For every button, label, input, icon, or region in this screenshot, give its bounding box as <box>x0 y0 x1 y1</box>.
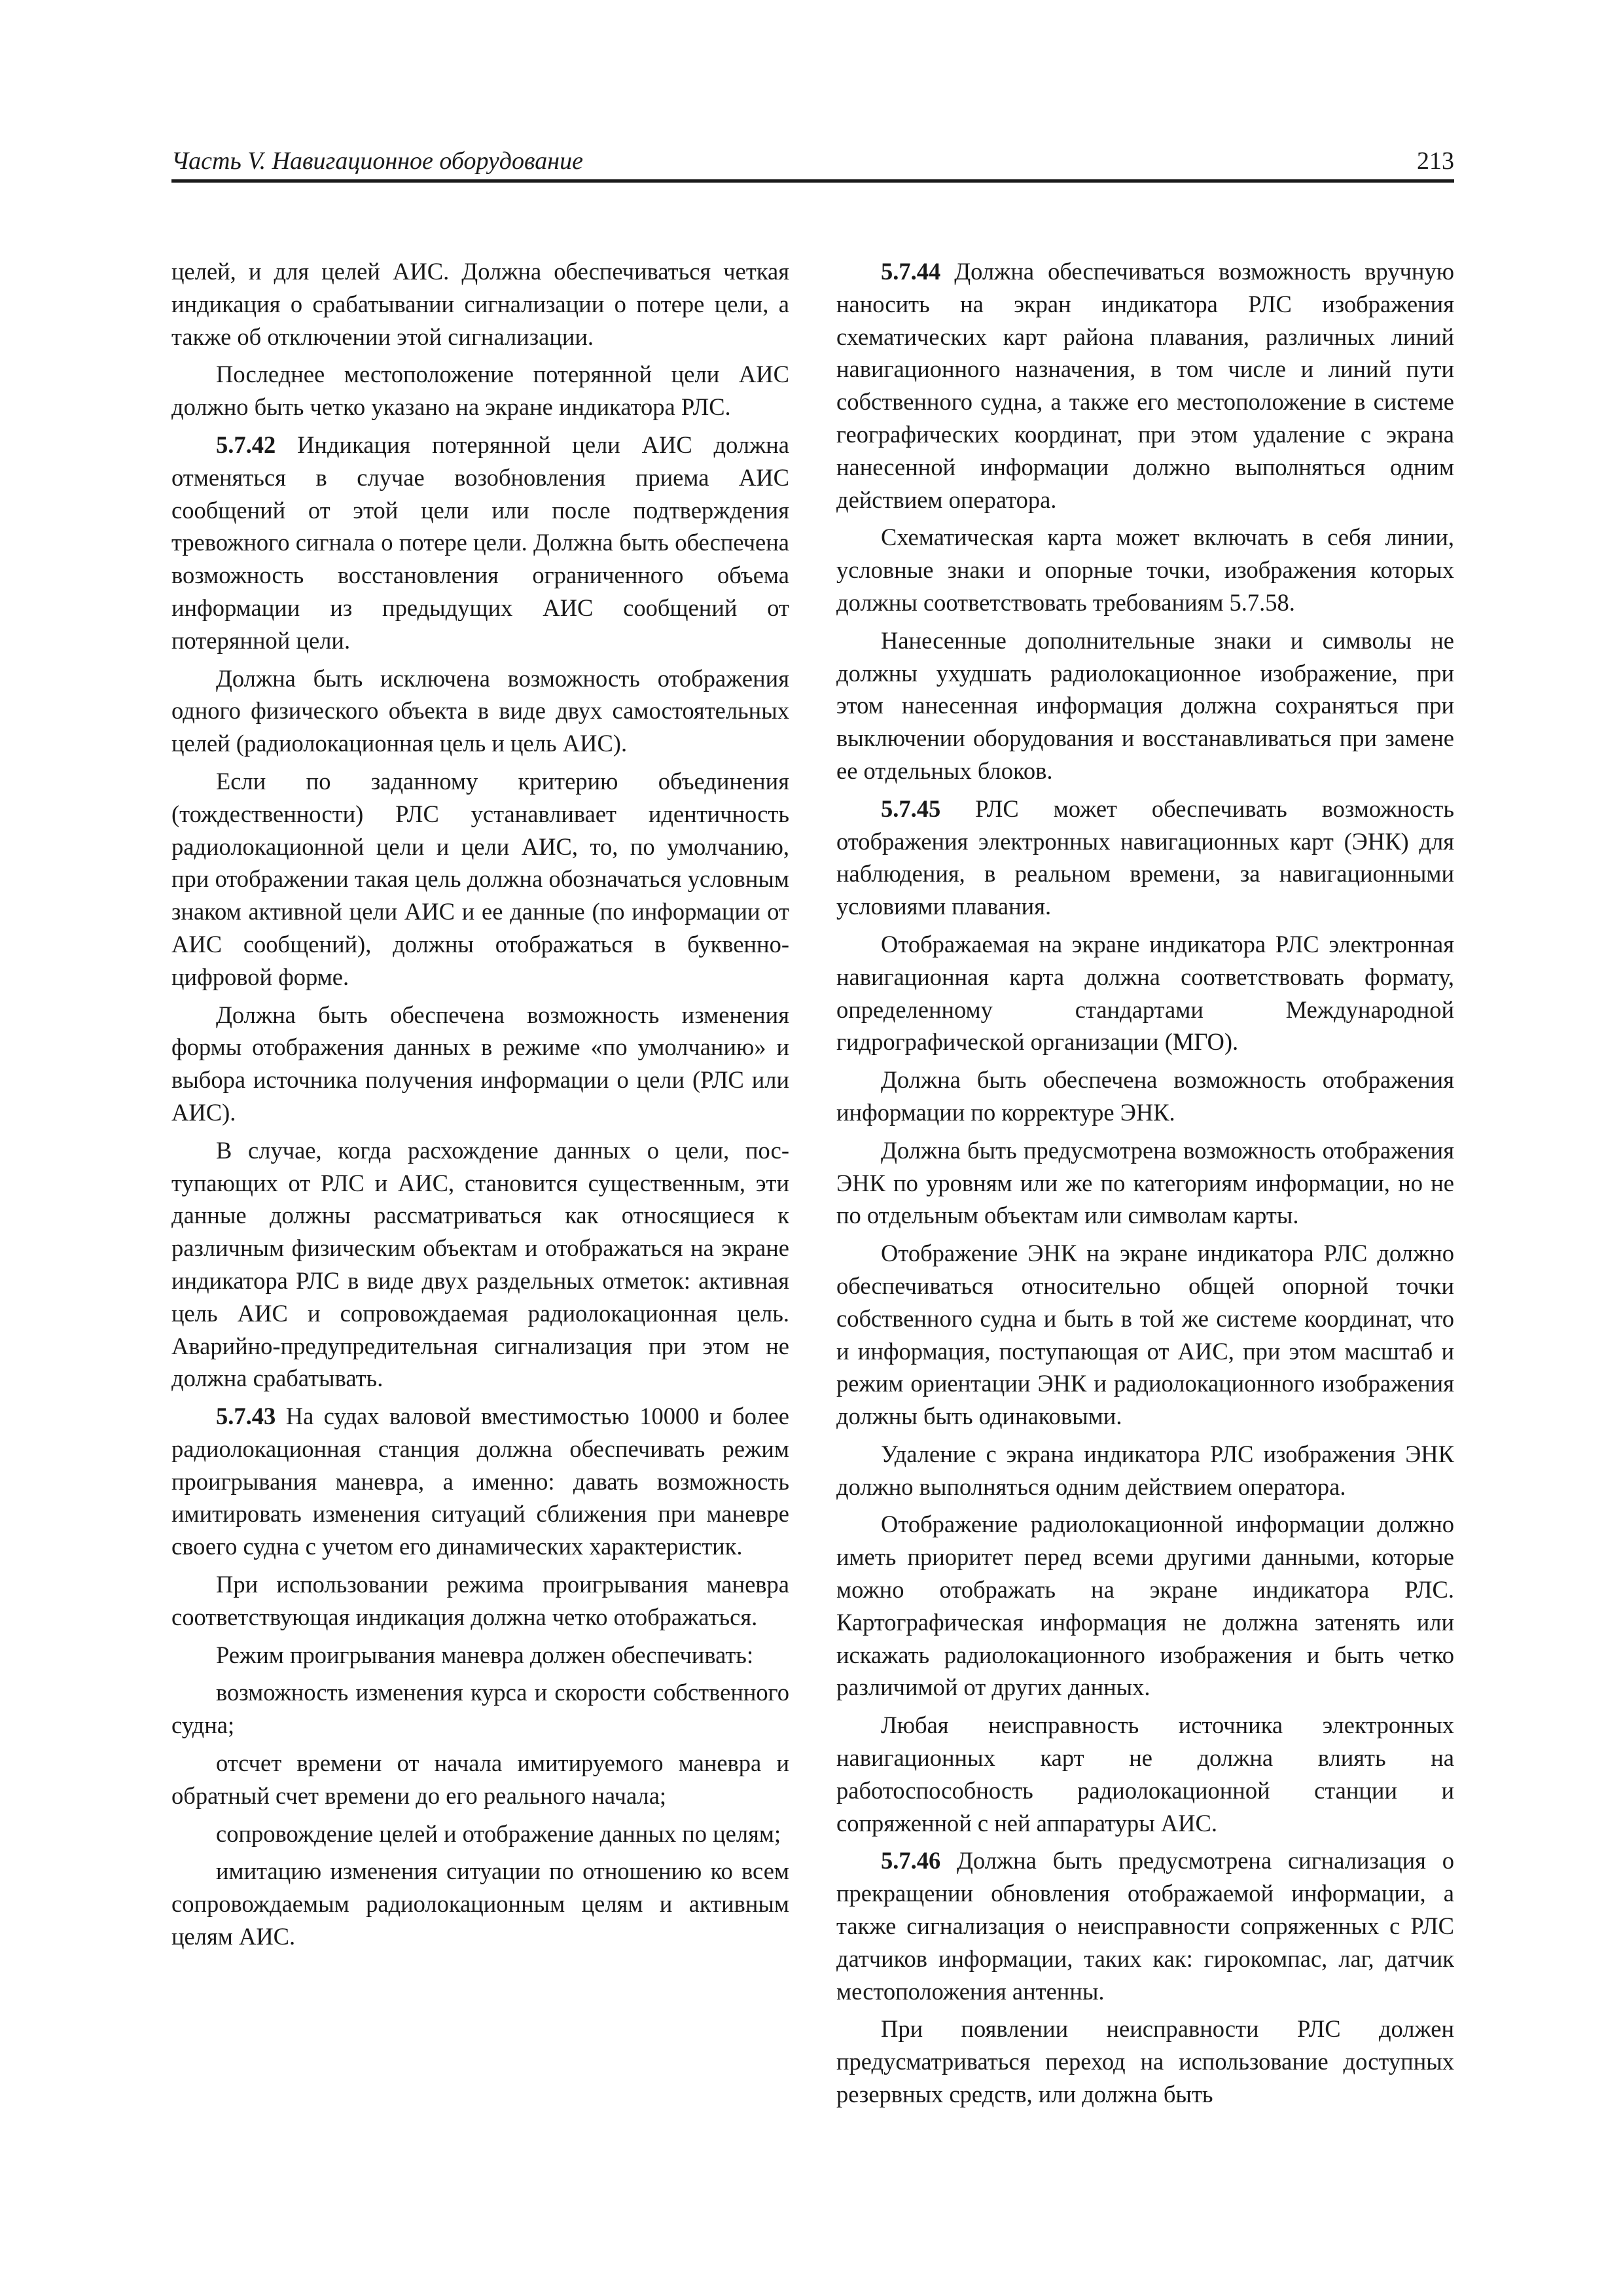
paragraph <box>836 1709 1454 1839</box>
paragraph-text: целей, и для целей АИС. Должна обеспечиваться четкая индикация о срабатывании сигнализации о потере цели, а также об отключении этой сигнализации. <box>171 258 789 350</box>
paragraph <box>836 1438 1454 1503</box>
paragraph-text: отсчет времени от начала имитируемого маневра и обратный счет времени до его реального начала; <box>171 1749 789 1809</box>
paragraph-text: имитацию изменения ситуации по отношению ко всем сопровождаемым радиолокационным целям и активным целям АИС. <box>171 1857 789 1950</box>
paragraph <box>171 429 789 657</box>
paragraph <box>171 1134 789 1395</box>
paragraph <box>836 1134 1454 1232</box>
clause-number: 5.7.45 <box>881 795 941 822</box>
header-title: Часть V. Навигационное оборудование <box>171 147 583 175</box>
paragraph <box>836 521 1454 619</box>
paragraph <box>171 1855 789 1952</box>
paragraph-text: возможность изменения курса и скорости собственного судна; <box>171 1679 789 1739</box>
paragraph <box>171 255 789 353</box>
paragraph-text: Нанесенные дополнительные знаки и символы не должны ухудшать радиолокационное изображение, при этом нанесенная информация должна сохраняться при выключении оборудования и восстанавливаться при замене ее отдельных блоков. <box>836 626 1454 784</box>
paragraph-text: сопровождение целей и отображение данных по целям; <box>216 1820 781 1847</box>
paragraph <box>171 999 789 1129</box>
paragraph <box>171 1568 789 1634</box>
paragraph <box>171 662 789 760</box>
paragraph <box>836 1844 1454 2007</box>
paragraph <box>836 793 1454 923</box>
paragraph <box>836 1064 1454 1129</box>
paragraph-text: Должна быть обеспечена возможность изменения формы отображения данных в режиме «по умолчанию» и выбора источника получения информации о цели (РЛС или АИС). <box>171 1001 789 1126</box>
paragraph-text: Режим проигрывания маневра должен обеспечивать: <box>216 1641 754 1668</box>
paragraph-text: Отображение ЭНК на экране индикатора РЛС должно обеспечиваться относительно общей опорной точки собственного судна и быть в той же системе координат, что и информация, поступающая от АИС, при этом масштаб и режим ориентации ЭНК и радиолокационного изображения должны быть одинаковыми. <box>836 1240 1454 1430</box>
paragraph <box>171 1818 789 1850</box>
paragraph-text: Схематическая карта может включать в себя линии, условные знаки и опорные точки, изображения которых должны соответствовать требованиям 5.7.58. <box>836 524 1454 616</box>
paragraph <box>171 1747 789 1812</box>
paragraph <box>836 624 1454 787</box>
paragraph-text: При использовании режима проигрывания маневра соответствующая индикация должна четко отображаться. <box>171 1571 789 1630</box>
paragraph-text: Должна быть обеспечена возможность отображения информации по корректуре ЭНК. <box>836 1066 1454 1126</box>
paragraph-text: Отображение радиолокационной информации должно иметь приоритет перед всеми другими данными, которые можно отображать на экране индикатора РЛС. Картографическая информация не должна затенять или искажать радиолокационного изображения и быть четко различимой от других данных. <box>836 1511 1454 1701</box>
paragraph-text: Должна быть предусмотрена сигнализация о прекращении обновления отображаемой информации, а также сигнализация о неисправности сопряженных с РЛС датчиков информации, таких как: гирокомпас, лаг, датчик местоположения антенны. <box>836 1847 1454 2005</box>
paragraph-text: Должна быть предусмотрена возможность отображения ЭНК по уровням или же по категориям информации, но не по отдельным объектам или символам карты. <box>836 1136 1454 1229</box>
paragraph <box>171 765 789 994</box>
left-column <box>171 255 789 1958</box>
paragraph-text: Последнее местоположение потерянной цели АИС должно быть четко указано на экране индикатора РЛС. <box>171 361 789 421</box>
paragraph <box>171 1639 789 1672</box>
paragraph-text: Отображаемая на экране индикатора РЛС электронная навигационная карта должна соответствовать формату, определенному стандартами Международной гидрографической организации (МГО). <box>836 930 1454 1056</box>
paragraph-text: Должна быть исключена возможность отображения одного физического объекта в виде двух самостоятельных целей (радиолокационная цель и цель АИС). <box>171 664 789 757</box>
right-column <box>836 255 1454 2116</box>
clause-number: 5.7.43 <box>216 1403 276 1430</box>
page-number: 213 <box>1417 147 1454 175</box>
paragraph-text: При появлении неисправности РЛС должен предусматриваться переход на использование доступных резервных средств, или должна быть <box>836 2015 1454 2108</box>
paragraph <box>171 1400 789 1563</box>
running-header <box>171 143 1454 183</box>
paragraph <box>171 1676 789 1742</box>
paragraph-text: Индикация потерянной цели АИС должна отменяться в случае возобновления приема АИС сообщений от этой цели или после подтверждения тревожного сигнала о потере цели. Должна быть обеспечена возможность восстановления ограниченного объема информации из предыдущих АИС сообщений от потерянной цели. <box>171 431 789 654</box>
paragraph-text: Если по заданному критерию объединения (тождественности) РЛС устанавливает идентичность радиолокационной цели и цели АИС, то, по умолчанию, при отображении такая цель должна обозначаться условным знаком активной цели АИС и ее данные (по информации от АИС сообщений), должны отображаться в буквенно-цифровой форме. <box>171 767 789 990</box>
clause-number: 5.7.44 <box>881 258 941 285</box>
paragraph <box>836 1508 1454 1704</box>
paragraph-text: Любая неисправность источника электронных навигационных карт не должна влиять на работоспособность радиолокационной станции и сопряженной с ней аппаратуры АИС. <box>836 1712 1454 1837</box>
paragraph-text: Удаление с экрана индикатора РЛС изображения ЭНК должно выполняться одним действием оператора. <box>836 1440 1454 1500</box>
paragraph-text: На судах валовой вместимостью 10000 и более радиолокационная станция должна обеспечивать режим проигрывания маневра, а именно: давать возможность имитировать изменения ситуаций сближения при маневре своего судна с учетом его динамических характеристик. <box>171 1403 789 1560</box>
paragraph-text: Должна обеспечиваться возможность вручную наносить на экран индикатора РЛС изображения схематических карт района плавания, различных линий навигационного назначения, в том числе и линий пути собственного судна, а также его местоположение в системе географических координат, при этом удаление с экрана нанесенной информации должно выполняться одним действием оператора. <box>836 258 1454 513</box>
paragraph <box>836 1237 1454 1433</box>
paragraph-text: В случае, когда расхождение данных о цели, поступающих от РЛС и АИС, становится существенным, эти данные должны рассматриваться как относящиеся к различным физическим объектам и отображаться на экране индикатора РЛС в виде двух раздельных отметок: активная цель АИС и сопровождаемая радиолокационная цель. Аварийно-предупредительная сигнализация при этом не должна срабатывать. <box>171 1136 789 1392</box>
paragraph <box>171 358 789 423</box>
paragraph <box>836 928 1454 1058</box>
paragraph <box>836 255 1454 516</box>
paragraph <box>836 2013 1454 2110</box>
clause-number: 5.7.42 <box>216 431 276 458</box>
paragraph-text: РЛС может обеспечивать возможность отображения электронных навигационных карт (ЭНК) для наблюдения, в реальном времени, за навигационными условиями плавания. <box>836 795 1454 920</box>
clause-number: 5.7.46 <box>881 1847 941 1874</box>
